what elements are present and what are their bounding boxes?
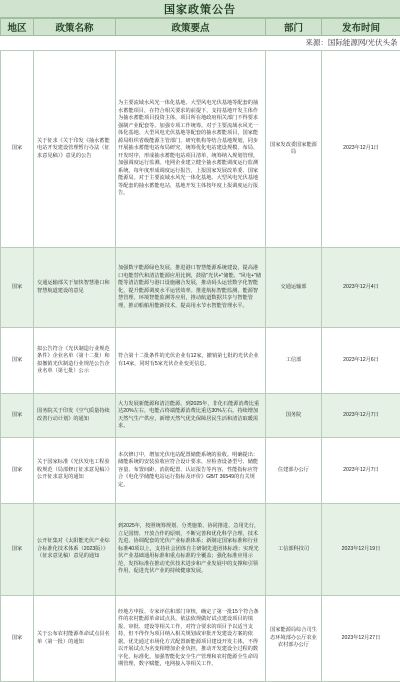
cell-department: 工信部科技司 bbox=[266, 504, 322, 596]
cell-policy-name: 公开征集对《太阳能光伏产业综合标准化技术体系（2023版）》（征求意见稿）意见的通知 bbox=[34, 504, 116, 596]
cell-policy-name: 关于国家标准《光伏发电工程验收规范（局部修订征求意见稿）》公开征求意见的通知 bbox=[34, 438, 116, 504]
page-title-bar bbox=[0, 0, 400, 18]
cell-date: 2023年12月7日 bbox=[322, 438, 400, 504]
policy-table bbox=[0, 18, 400, 682]
cell-key-points: 经地方申报、专家评估和部门审核，确定了第一批15个符合条件的农村能源革命试点县。依法依规做好试点建设项目的填报、审批、建设等相关工作，对符合要求的项目予以适当支持，但不得作为项目纳入相关规划或审批开发建设方案的依据。优先通过市场化方式配置新能源项目建设开发主体，不得以开展试点为名变相增加企业负担，推动开发建设全过程的数字化、标准化，加强智能化安全生产管理和农村能源全生命周期管理，数字赋能，电网接入等相关工作。 bbox=[116, 596, 266, 682]
header-policy-name: 政策名称 bbox=[34, 19, 116, 36]
cell-date: 2023年12月1日 bbox=[322, 51, 400, 248]
cell-key-points: 大力发展新能源和清洁能源。到2025年，非化石能源消费比重达20%左右，电能占终端能源消费比重达30%左右。持续增加天然气生产供应，新增天然气优先保障居民生活和清洁取暖需求。 bbox=[116, 394, 266, 438]
cell-policy-name: 关于征求《关于印发《抽水蓄能电站开发建设管理暂行办法（征求意见稿）》意见的公告 bbox=[34, 51, 116, 248]
cell-key-points: 本次修订中，增加光伏电站配置储能系统的验收。明确提出：储能系统的安装验收应符合设计要求，应检查设备型号、储能容量、布置间距、消防配置、认证报告等内容，性能指标应符合《电化学储能电站运行指标及评价》GB/T 36549的有关规定。 bbox=[116, 438, 266, 504]
cell-policy-name: 交通运输部关于加快智慧港口和智慧航道建设的意见 bbox=[34, 248, 116, 328]
table-row bbox=[1, 596, 400, 682]
cell-region: 国家 bbox=[1, 328, 34, 394]
cell-region: 国家 bbox=[1, 504, 34, 596]
cell-department: 工信部 bbox=[266, 328, 322, 394]
cell-department: 国家能源局综合司生态环境部办公厅农业农村部办公厅 bbox=[266, 596, 322, 682]
header-department: 部门 bbox=[266, 19, 322, 36]
cell-policy-name: 关于公布农村能源革命试点县名单（第一批）的通知 bbox=[34, 596, 116, 682]
table-header-row bbox=[1, 19, 400, 36]
cell-policy-name: 拟公告符合《光伏制造行业规范条件》企业名单（第十二批）和拟撤销光伏制造行业规范公告企业名单（第七批）公示 bbox=[34, 328, 116, 394]
cell-key-points: 到2025年，按照统筹规划、分类施策、协同推进、急用先行，立足国情、开放合作的原则，不断完善和优化科学合理、技术先进、协调配套的光伏产业标准体系；新制定国家标准和行业标准40项以上，支持社会团体自主研制先进团体标准；实现光伏产业基础通用标准和重点标准的全覆盖；强化标准应用示范，发挥标准在推动光伏技术进步和产业发展中的支撑和引领作用，促进光伏产业的持续健康发展。 bbox=[116, 504, 266, 596]
cell-key-points: 符合第十二批条件的光伏企业有12家，撤销第七批的光伏企业有14家，同时有5家光伏企业变更信息。 bbox=[116, 328, 266, 394]
cell-policy-name: 国务院关于印发《空气质量持续改善行动计划》的通知 bbox=[34, 394, 116, 438]
cell-region: 国家 bbox=[1, 51, 34, 248]
cell-key-points: 加强数字能源绿色发展。推进港口智慧能源系统建设，提高港口电能替代和清洁能源应用比例，鼓励"光伏+"储能、"风电+"储能等清洁能源与港口设施融合发展，推动码头运营数字化智能化，提升能源调度水平运营效率。推进航标智能监测、能源智慧管理、环境智能监测等应用，推动航道数据共享与智能管理，推动船舶用能新技术，提高用水节水智能管理水平。 bbox=[116, 248, 266, 328]
cell-department: 国家发改委国家能源局 bbox=[266, 51, 322, 248]
page-title: 国家政策公告 bbox=[164, 1, 236, 17]
table-row bbox=[1, 248, 400, 328]
cell-department: 住建部办公厅 bbox=[266, 438, 322, 504]
cell-date: 2023年12月7日 bbox=[322, 394, 400, 438]
table-row bbox=[1, 328, 400, 394]
cell-date: 2023年12月6日 bbox=[322, 328, 400, 394]
cell-region: 国家 bbox=[1, 596, 34, 682]
cell-date: 2023年12月27日 bbox=[322, 596, 400, 682]
cell-key-points: 为主要流域水风光一体化基地、大型风电光伏基地等配套的抽水蓄能项目，在符合相关要求的前提下，支持基地开发主体作为抽水蓄能项目投资主体，项目所在地政府相关部门不得要求强制产业配套等。加强专项工作统筹。对于主要流域水风光一体化基地、大型风电光伏基地等配套的抽水蓄能项目，国家能源局组织省级能源主管部门、研究机构等结合基地规划，同步开展抽水蓄能电站布局研究，统筹优化电站建设规模、布局、开发时序，形成抽水蓄能电站项目清单，统筹纳入规划管理。加强调度运行监测。电网企业建立健全抽水蓄能调度运行监测系统，每年度形成调度运行报告，上报国家发展改革委、国家能源局。对于主要流域水风光一体化基地、大型风电光伏基地等配套的抽水蓄能电站，基地开发主体按年度上报调度运行报告。 bbox=[116, 51, 266, 248]
table-row bbox=[1, 394, 400, 438]
cell-department: 交通运输部 bbox=[266, 248, 322, 328]
cell-department: 国务院 bbox=[266, 394, 322, 438]
table-row bbox=[1, 504, 400, 596]
source-row bbox=[1, 36, 400, 51]
table-row bbox=[1, 438, 400, 504]
cell-date: 2023年12月4日 bbox=[322, 248, 400, 328]
cell-date: 2023年12月19日 bbox=[322, 504, 400, 596]
cell-region: 国家 bbox=[1, 438, 34, 504]
header-region: 地区 bbox=[1, 19, 34, 36]
header-key-points: 政策要点 bbox=[116, 19, 266, 36]
header-publish-date: 发布时间 bbox=[322, 19, 400, 36]
cell-region: 国家 bbox=[1, 394, 34, 438]
source-text: 来源：国际能源网/光伏头条 bbox=[1, 36, 400, 51]
cell-region: 国家 bbox=[1, 248, 34, 328]
table-row bbox=[1, 51, 400, 248]
